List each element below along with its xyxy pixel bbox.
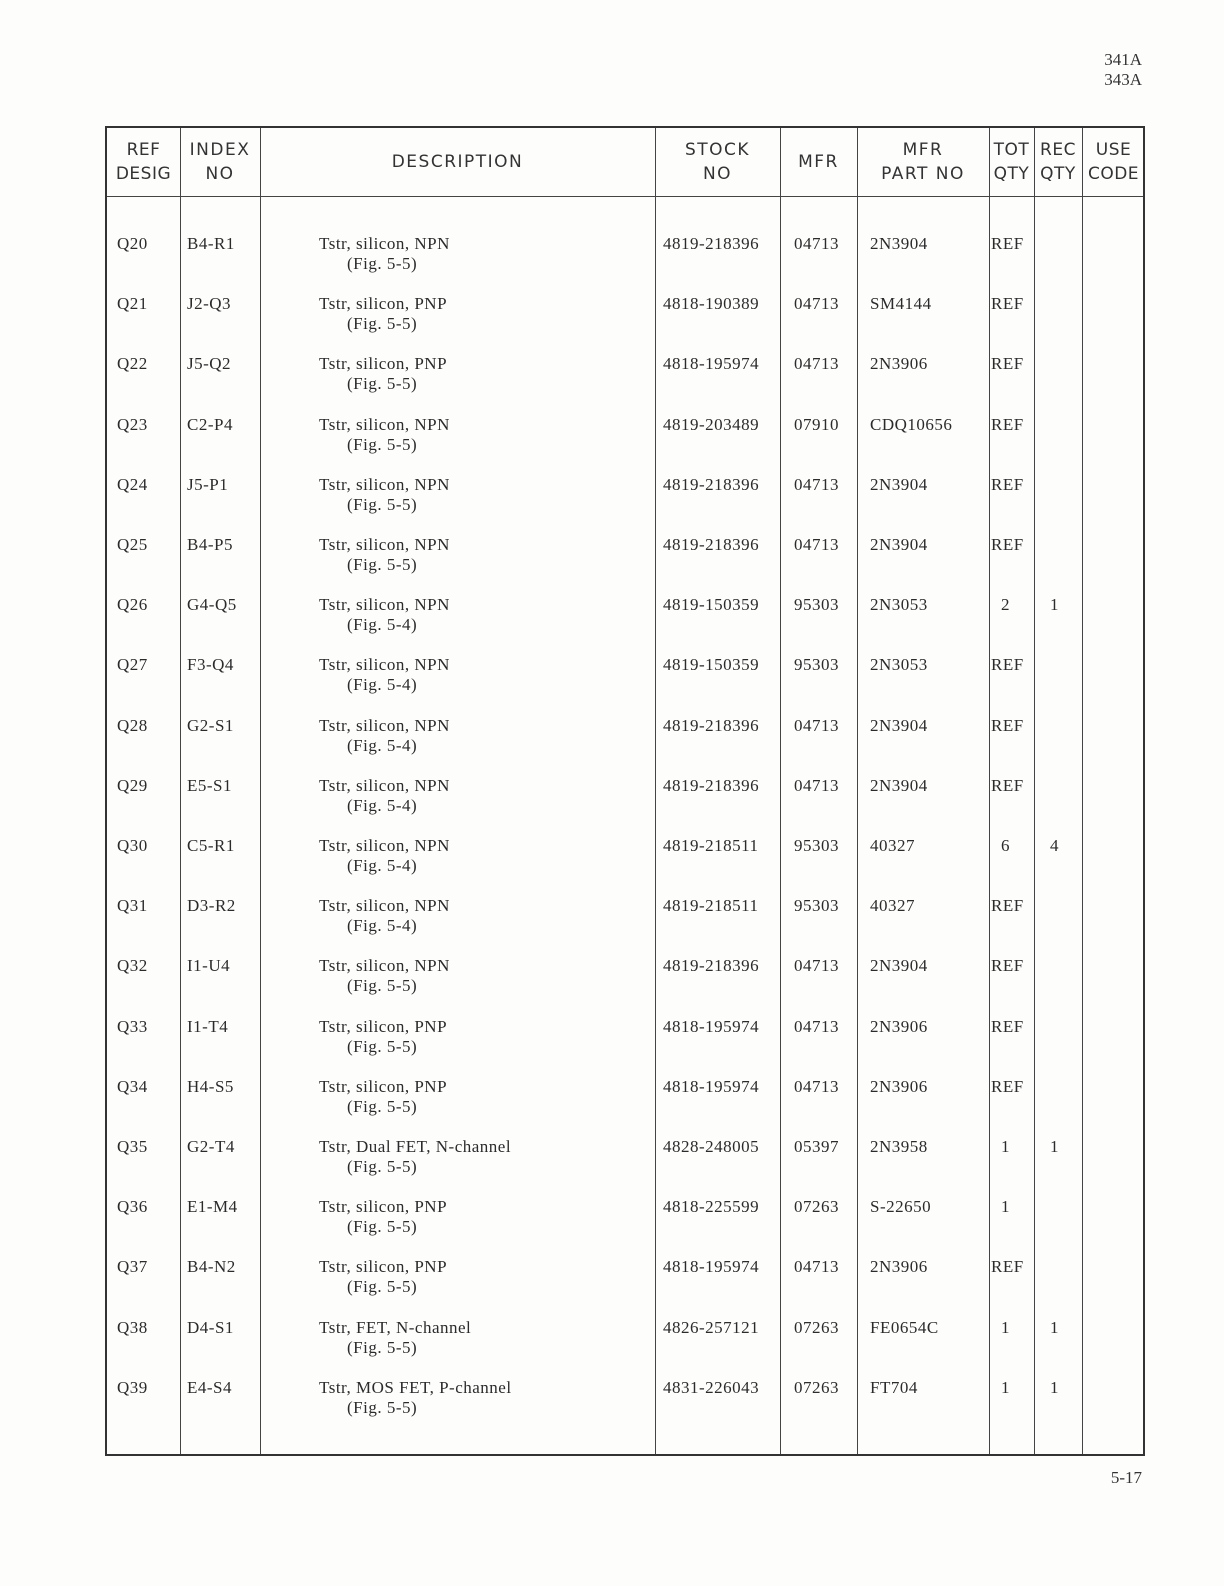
description-text: Tstr, silicon, NPN xyxy=(319,535,450,554)
header-index-no: INDEX NO xyxy=(189,140,251,184)
figure-reference: (Fig. 5-5) xyxy=(347,374,418,394)
stock-no-cell: 4819-218396 xyxy=(663,234,760,253)
index-no-cell: E1-M4 xyxy=(187,1197,238,1217)
table-row xyxy=(107,415,1143,475)
tot-qty-cell: REF xyxy=(991,474,1024,494)
description-text: Tstr, silicon, PNP xyxy=(319,294,448,314)
tot-qty-cell: 6 xyxy=(1001,836,1010,855)
index-no-cell: J2-Q3 xyxy=(187,294,232,314)
description-cell xyxy=(319,655,450,695)
mfr-code-cell: 04713 xyxy=(794,775,839,795)
description-text: Tstr, silicon, NPN xyxy=(319,896,450,916)
stock-no-cell: 4828-248005 xyxy=(663,1137,760,1156)
mfr-part-no-cell: 2N3906 xyxy=(870,1257,928,1277)
index-no-cell: F3-Q4 xyxy=(187,655,234,675)
description-text: Tstr, Dual FET, N-channel xyxy=(319,1137,512,1156)
figure-reference: (Fig. 5-4) xyxy=(347,916,418,936)
header-divider xyxy=(107,196,1143,197)
description-text: Tstr, silicon, NPN xyxy=(319,414,450,434)
index-no-cell: D4-S1 xyxy=(187,1317,234,1337)
mfr-code-cell: 04713 xyxy=(794,1076,839,1096)
index-no-cell: B4-R1 xyxy=(187,234,235,253)
description-text: Tstr, silicon, PNP xyxy=(319,1257,448,1277)
description-cell xyxy=(319,354,447,394)
index-no-cell: C5-R1 xyxy=(187,836,235,855)
stock-no-cell: 4819-218511 xyxy=(663,836,759,855)
rec-qty-cell: 1 xyxy=(1050,1377,1059,1397)
header-use-code: USE CODE xyxy=(1087,140,1140,184)
table-row xyxy=(107,1077,1143,1137)
description-cell xyxy=(319,1017,447,1057)
index-no-cell: G2-T4 xyxy=(187,1137,235,1156)
mfr-part-no-cell: 2N3904 xyxy=(870,234,928,253)
index-no-cell: E4-S4 xyxy=(187,1377,232,1397)
table-row xyxy=(107,1137,1143,1197)
index-no-cell: B4-P5 xyxy=(187,535,233,554)
mfr-part-no-cell: 2N3904 xyxy=(870,474,928,494)
description-text: Tstr, silicon, PNP xyxy=(319,1197,448,1217)
stock-no-cell: 4819-150359 xyxy=(663,655,760,675)
tot-qty-cell: REF xyxy=(991,1257,1024,1277)
ref-desig-cell: Q23 xyxy=(117,414,148,434)
rec-qty-cell: 1 xyxy=(1050,1317,1059,1337)
index-no-cell: I1-U4 xyxy=(187,956,231,976)
table-row xyxy=(107,294,1143,354)
ref-desig-cell: Q24 xyxy=(117,474,148,494)
stock-no-cell: 4819-218396 xyxy=(663,535,760,554)
table-row xyxy=(107,956,1143,1016)
stock-no-cell: 4818-190389 xyxy=(663,294,760,314)
stock-no-cell: 4818-195974 xyxy=(663,1076,760,1096)
figure-reference: (Fig. 5-5) xyxy=(347,434,418,454)
figure-reference: (Fig. 5-5) xyxy=(347,555,418,574)
description-cell xyxy=(319,896,450,936)
mfr-part-no-cell: 2N3053 xyxy=(870,655,928,675)
index-no-cell: G2-S1 xyxy=(187,715,234,735)
mfr-part-no-cell: FE0654C xyxy=(870,1317,939,1337)
mfr-code-cell: 04713 xyxy=(794,294,839,314)
table-row xyxy=(107,836,1143,896)
tot-qty-cell: REF xyxy=(991,655,1024,675)
tot-qty-cell: 1 xyxy=(1001,1197,1010,1217)
tot-qty-cell: 1 xyxy=(1001,1317,1010,1337)
description-text: Tstr, silicon, NPN xyxy=(319,836,450,855)
table-row xyxy=(107,776,1143,836)
tot-qty-cell: 1 xyxy=(1001,1137,1010,1156)
mfr-code-cell: 04713 xyxy=(794,234,839,253)
rec-qty-cell: 4 xyxy=(1050,836,1059,855)
table-row xyxy=(107,595,1143,655)
ref-desig-cell: Q27 xyxy=(117,655,148,675)
table-row xyxy=(107,1257,1143,1317)
description-cell xyxy=(319,294,447,334)
stock-no-cell: 4819-150359 xyxy=(663,595,760,615)
stock-no-cell: 4819-218511 xyxy=(663,896,759,916)
description-cell xyxy=(319,1257,447,1297)
stock-no-cell: 4818-225599 xyxy=(663,1197,760,1217)
index-no-cell: J5-Q2 xyxy=(187,354,232,374)
description-text: Tstr, silicon, PNP xyxy=(319,1016,448,1036)
description-cell xyxy=(319,956,450,996)
ref-desig-cell: Q29 xyxy=(117,775,148,795)
description-text: Tstr, silicon, PNP xyxy=(319,354,448,374)
description-text: Tstr, silicon, NPN xyxy=(319,715,450,735)
figure-reference: (Fig. 5-4) xyxy=(347,795,418,815)
tot-qty-cell: 2 xyxy=(1001,595,1010,615)
model-line-1: 341A xyxy=(1104,50,1142,69)
ref-desig-cell: Q39 xyxy=(117,1377,148,1397)
ref-desig-cell: Q30 xyxy=(117,836,148,855)
mfr-part-no-cell: FT704 xyxy=(870,1377,918,1397)
index-no-cell: B4-N2 xyxy=(187,1257,236,1277)
figure-reference: (Fig. 5-5) xyxy=(347,314,418,334)
tot-qty-cell: REF xyxy=(991,1016,1024,1036)
description-cell xyxy=(319,776,450,816)
figure-reference: (Fig. 5-5) xyxy=(347,254,418,273)
table-row xyxy=(107,655,1143,715)
model-line-2: 343A xyxy=(1104,70,1142,89)
description-cell xyxy=(319,234,450,274)
stock-no-cell: 4831-226043 xyxy=(663,1377,760,1397)
stock-no-cell: 4826-257121 xyxy=(663,1317,760,1337)
description-text: Tstr, silicon, PNP xyxy=(319,1076,448,1096)
tot-qty-cell: REF xyxy=(991,1076,1024,1096)
mfr-part-no-cell: S-22650 xyxy=(870,1197,932,1217)
tot-qty-cell: REF xyxy=(991,294,1024,314)
index-no-cell: E5-S1 xyxy=(187,775,232,795)
description-text: Tstr, silicon, NPN xyxy=(319,595,450,615)
description-text: Tstr, silicon, NPN xyxy=(319,775,450,795)
tot-qty-cell: REF xyxy=(991,414,1024,434)
mfr-part-no-cell: 2N3904 xyxy=(870,535,928,554)
description-cell xyxy=(319,595,450,635)
parts-list-table xyxy=(105,126,1145,1456)
mfr-code-cell: 04713 xyxy=(794,535,839,554)
ref-desig-cell: Q21 xyxy=(117,294,148,314)
figure-reference: (Fig. 5-5) xyxy=(347,1397,418,1417)
description-text: Tstr, FET, N-channel xyxy=(319,1317,472,1337)
figure-reference: (Fig. 5-5) xyxy=(347,1157,418,1176)
mfr-part-no-cell: SM4144 xyxy=(870,294,932,314)
mfr-code-cell: 95303 xyxy=(794,595,839,615)
mfr-part-no-cell: 2N3958 xyxy=(870,1137,928,1156)
mfr-code-cell: 04713 xyxy=(794,474,839,494)
figure-reference: (Fig. 5-4) xyxy=(347,856,418,875)
description-text: Tstr, silicon, NPN xyxy=(319,474,450,494)
tot-qty-cell: REF xyxy=(991,896,1024,916)
stock-no-cell: 4819-218396 xyxy=(663,956,760,976)
description-text: Tstr, silicon, NPN xyxy=(319,956,450,976)
ref-desig-cell: Q31 xyxy=(117,896,148,916)
tot-qty-cell: REF xyxy=(991,234,1024,253)
ref-desig-cell: Q28 xyxy=(117,715,148,735)
rec-qty-cell: 1 xyxy=(1050,1137,1059,1156)
figure-reference: (Fig. 5-4) xyxy=(347,615,418,635)
figure-reference: (Fig. 5-5) xyxy=(347,1277,418,1297)
mfr-code-cell: 04713 xyxy=(794,956,839,976)
figure-reference: (Fig. 5-5) xyxy=(347,1337,418,1357)
mfr-part-no-cell: 2N3906 xyxy=(870,1016,928,1036)
ref-desig-cell: Q26 xyxy=(117,595,148,615)
description-cell xyxy=(319,836,450,876)
stock-no-cell: 4818-195974 xyxy=(663,1016,760,1036)
ref-desig-cell: Q32 xyxy=(117,956,148,976)
model-number xyxy=(1104,50,1142,90)
stock-no-cell: 4819-218396 xyxy=(663,775,760,795)
index-no-cell: C2-P4 xyxy=(187,414,233,434)
page-number: 5-17 xyxy=(1110,1468,1142,1487)
header-ref-desig: REF DESIG xyxy=(115,140,172,184)
description-cell xyxy=(319,1318,471,1358)
mfr-code-cell: 07263 xyxy=(794,1197,839,1217)
index-no-cell: D3-R2 xyxy=(187,896,236,916)
table-row xyxy=(107,716,1143,776)
ref-desig-cell: Q20 xyxy=(117,234,148,253)
description-text: Tstr, silicon, NPN xyxy=(319,234,450,253)
description-cell xyxy=(319,716,450,756)
mfr-code-cell: 04713 xyxy=(794,1257,839,1277)
ref-desig-cell: Q25 xyxy=(117,535,148,554)
description-cell xyxy=(319,1378,512,1418)
table-row xyxy=(107,475,1143,535)
mfr-part-no-cell: 2N3904 xyxy=(870,956,928,976)
stock-no-cell: 4818-195974 xyxy=(663,1257,760,1277)
rec-qty-cell: 1 xyxy=(1050,595,1059,615)
ref-desig-cell: Q36 xyxy=(117,1197,148,1217)
stock-no-cell: 4819-203489 xyxy=(663,414,760,434)
mfr-part-no-cell: 2N3053 xyxy=(870,595,928,615)
index-no-cell: G4-Q5 xyxy=(187,595,237,615)
mfr-code-cell: 05397 xyxy=(794,1137,839,1156)
mfr-code-cell: 04713 xyxy=(794,354,839,374)
description-cell xyxy=(319,415,450,455)
stock-no-cell: 4819-218396 xyxy=(663,715,760,735)
ref-desig-cell: Q22 xyxy=(117,354,148,374)
description-text: Tstr, MOS FET, P-channel xyxy=(319,1377,512,1397)
header-mfr-part-no: MFR PART NO xyxy=(881,140,965,184)
table-row xyxy=(107,896,1143,956)
description-cell xyxy=(319,475,450,515)
mfr-part-no-cell: 2N3906 xyxy=(870,354,928,374)
mfr-part-no-cell: 2N3904 xyxy=(870,715,928,735)
mfr-part-no-cell: 40327 xyxy=(870,836,915,855)
ref-desig-cell: Q33 xyxy=(117,1016,148,1036)
tot-qty-cell: REF xyxy=(991,956,1024,976)
mfr-code-cell: 07263 xyxy=(794,1317,839,1337)
index-no-cell: J5-P1 xyxy=(187,474,229,494)
mfr-part-no-cell: 2N3906 xyxy=(870,1076,928,1096)
header-stock-no: STOCK NO xyxy=(684,140,751,184)
ref-desig-cell: Q38 xyxy=(117,1317,148,1337)
figure-reference: (Fig. 5-4) xyxy=(347,675,418,695)
description-cell xyxy=(319,1197,447,1237)
table-row xyxy=(107,1378,1143,1438)
table-row xyxy=(107,535,1143,595)
tot-qty-cell: 1 xyxy=(1001,1377,1010,1397)
figure-reference: (Fig. 5-5) xyxy=(347,1217,418,1237)
ref-desig-cell: Q37 xyxy=(117,1257,148,1277)
mfr-code-cell: 07910 xyxy=(794,414,839,434)
table-row xyxy=(107,1318,1143,1378)
description-cell xyxy=(319,1077,447,1117)
mfr-code-cell: 95303 xyxy=(794,655,839,675)
ref-desig-cell: Q34 xyxy=(117,1076,148,1096)
tot-qty-cell: REF xyxy=(991,715,1024,735)
index-no-cell: H4-S5 xyxy=(187,1076,234,1096)
figure-reference: (Fig. 5-5) xyxy=(347,1036,418,1056)
figure-reference: (Fig. 5-5) xyxy=(347,1096,418,1116)
table-row xyxy=(107,354,1143,414)
table-row xyxy=(107,234,1143,294)
header-tot-qty: TOT QTY xyxy=(993,140,1030,184)
description-cell xyxy=(319,1137,511,1177)
figure-reference: (Fig. 5-4) xyxy=(347,735,418,755)
mfr-code-cell: 95303 xyxy=(794,836,839,855)
tot-qty-cell: REF xyxy=(991,354,1024,374)
figure-reference: (Fig. 5-5) xyxy=(347,976,418,996)
description-cell xyxy=(319,535,450,575)
mfr-part-no-cell: CDQ10656 xyxy=(870,414,953,434)
mfr-code-cell: 95303 xyxy=(794,896,839,916)
ref-desig-cell: Q35 xyxy=(117,1137,148,1156)
figure-reference: (Fig. 5-5) xyxy=(347,494,418,514)
stock-no-cell: 4818-195974 xyxy=(663,354,760,374)
header-rec-qty: REC QTY xyxy=(1040,140,1076,184)
tot-qty-cell: REF xyxy=(991,535,1024,554)
stock-no-cell: 4819-218396 xyxy=(663,474,760,494)
mfr-code-cell: 07263 xyxy=(794,1377,839,1397)
table-row xyxy=(107,1017,1143,1077)
tot-qty-cell: REF xyxy=(991,775,1024,795)
index-no-cell: I1-T4 xyxy=(187,1016,229,1036)
header-mfr: MFR xyxy=(798,152,839,172)
header-description: DESCRIPTION xyxy=(391,152,524,172)
description-text: Tstr, silicon, NPN xyxy=(319,655,450,675)
mfr-code-cell: 04713 xyxy=(794,715,839,735)
mfr-part-no-cell: 40327 xyxy=(870,896,915,916)
table-row xyxy=(107,1197,1143,1257)
mfr-part-no-cell: 2N3904 xyxy=(870,775,928,795)
mfr-code-cell: 04713 xyxy=(794,1016,839,1036)
